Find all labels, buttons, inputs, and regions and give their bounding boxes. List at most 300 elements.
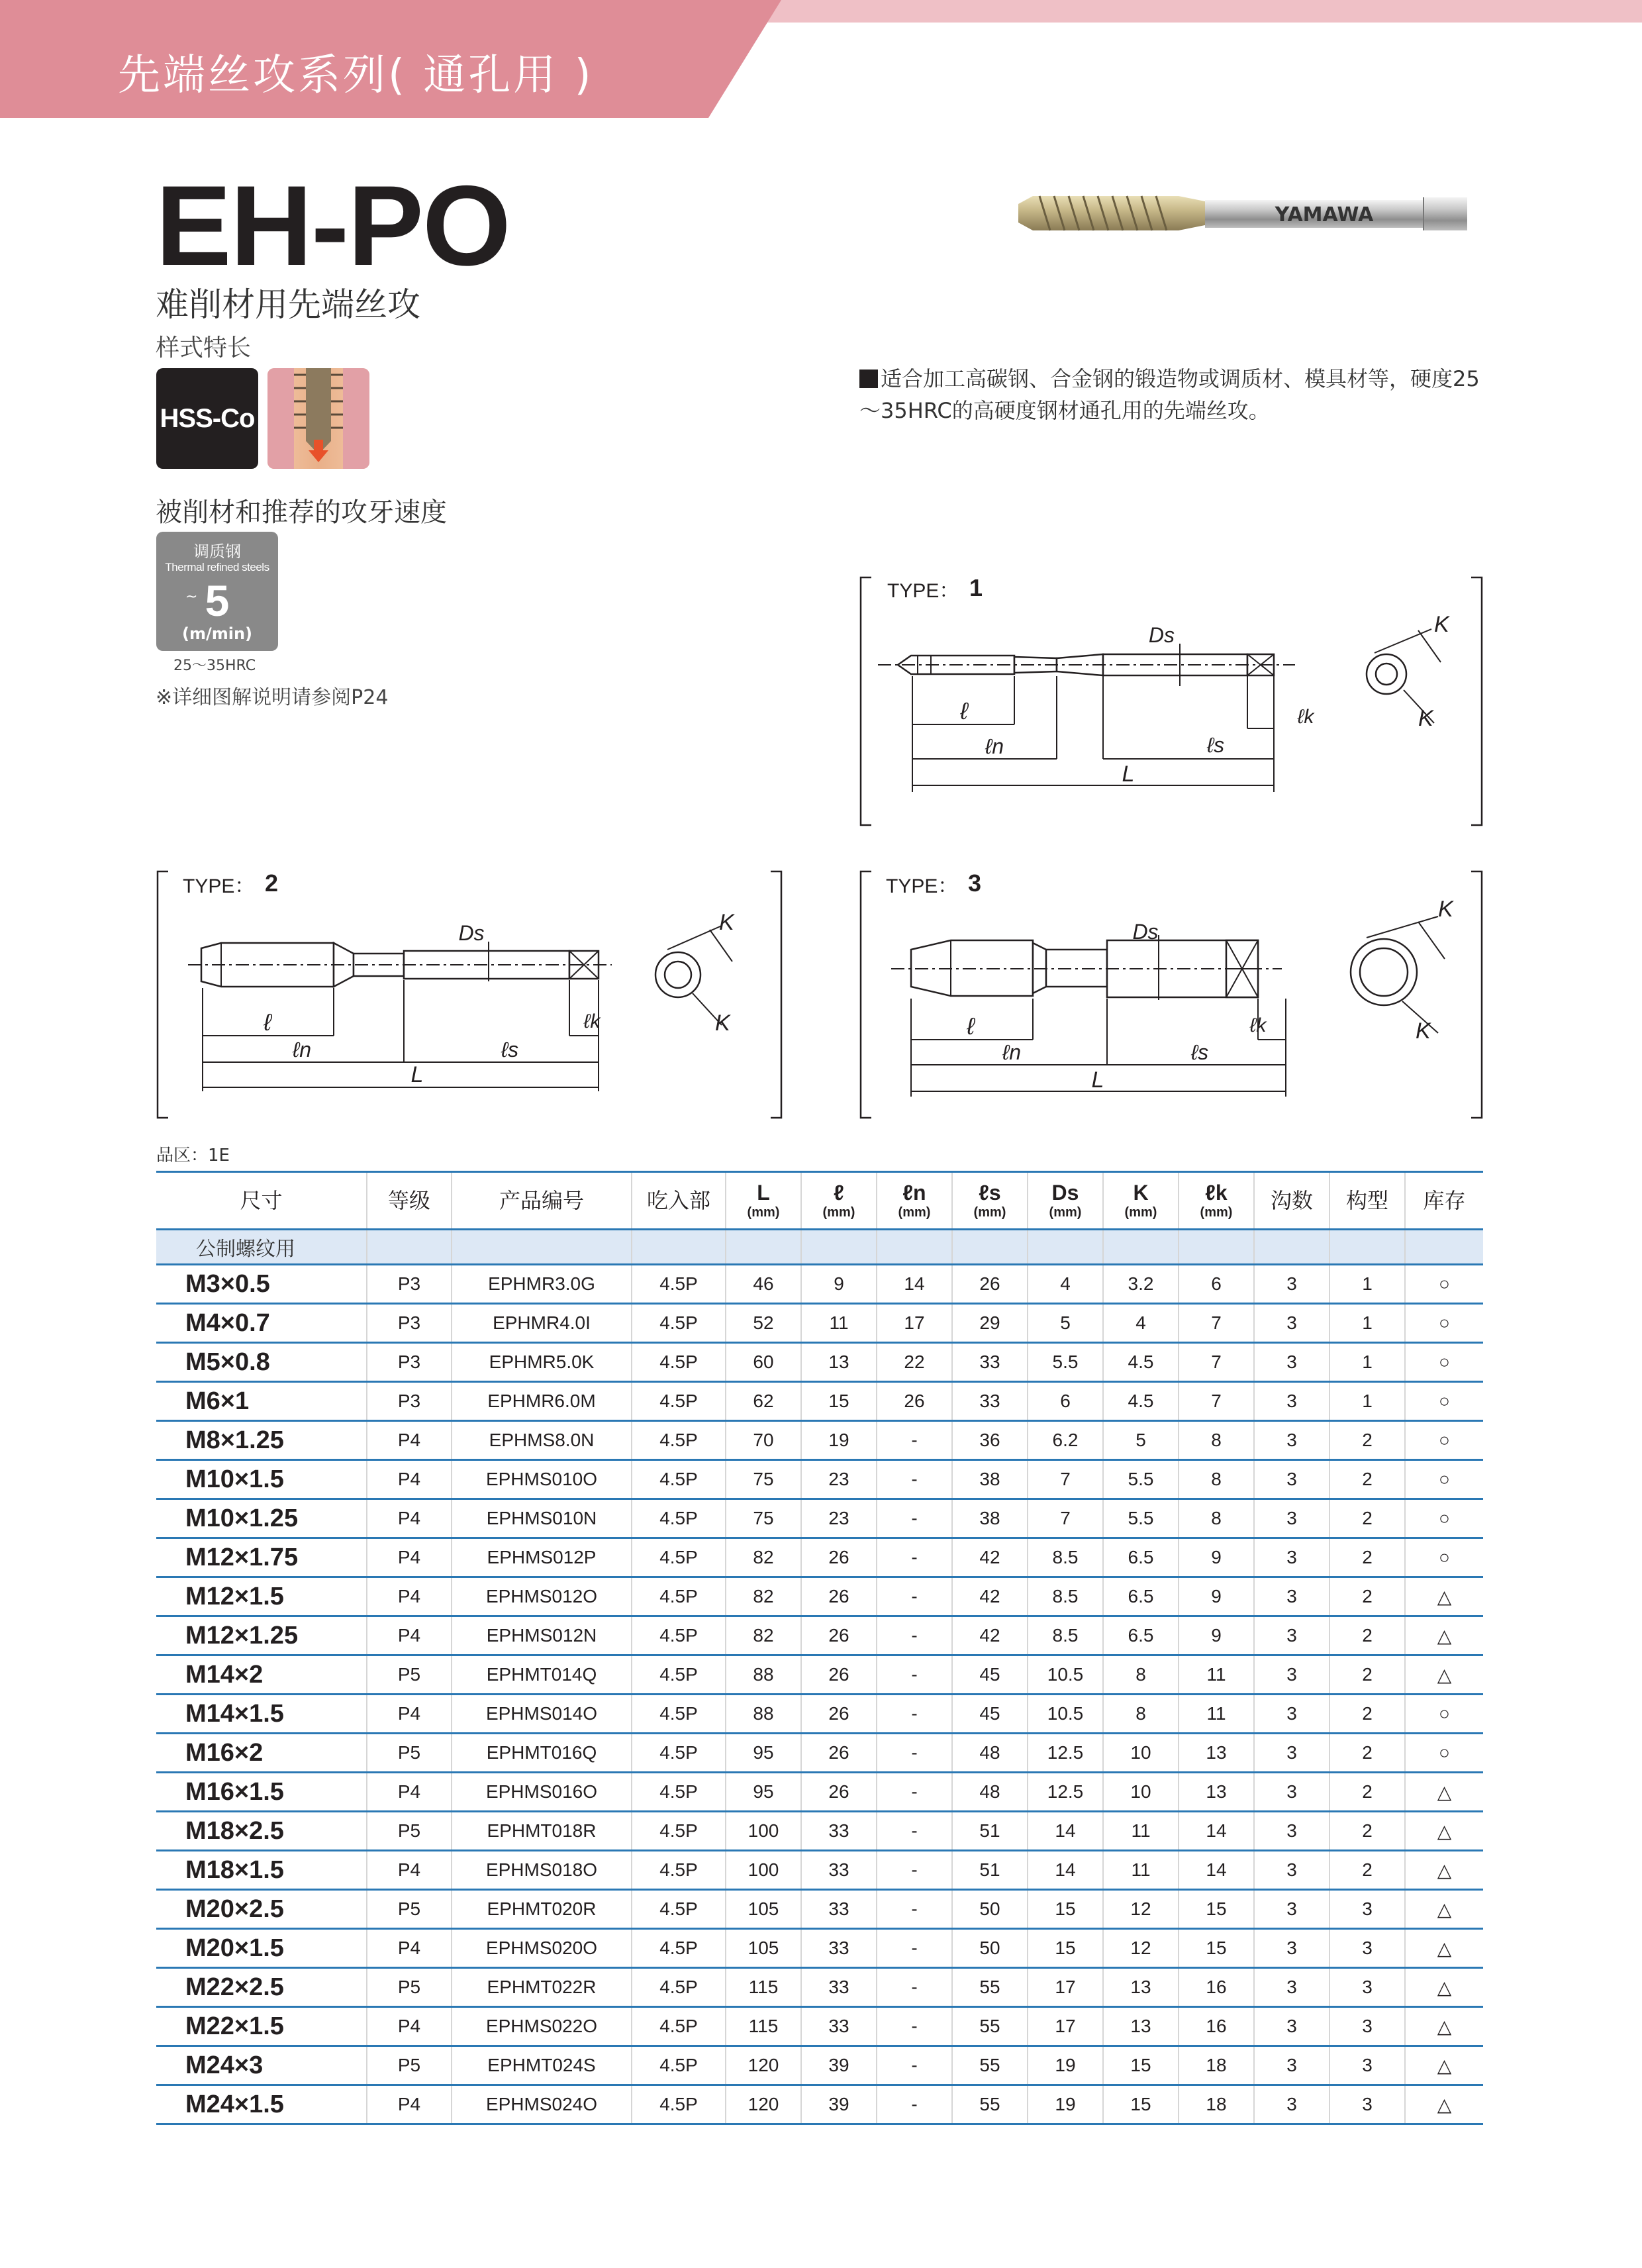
cell-grade: P5 (367, 1734, 452, 1773)
cell-ln: - (877, 1577, 952, 1616)
cell-l: 26 (801, 1577, 877, 1616)
cell-L: 115 (726, 2007, 801, 2046)
cell-ls: 38 (952, 1499, 1028, 1538)
cell-L: 70 (726, 1421, 801, 1460)
cell-code: EPHMS012P (452, 1538, 632, 1577)
cell-chamfer: 4.5P (632, 1343, 726, 1382)
cell-lk: 7 (1179, 1304, 1254, 1343)
cell-Ds: 15 (1028, 1890, 1103, 1929)
cell-type: 1 (1329, 1304, 1405, 1343)
cell-type: 2 (1329, 1460, 1405, 1499)
cell-ls: 33 (952, 1343, 1028, 1382)
cell-Ds: 10.5 (1028, 1695, 1103, 1734)
header-ln (877, 1172, 952, 1230)
cell-ln: - (877, 2085, 952, 2124)
type1-dim-Ds: Ds (1148, 623, 1175, 647)
cell-l: 19 (801, 1421, 877, 1460)
cell-code: EPHMS010N (452, 1499, 632, 1538)
cell-chamfer: 4.5P (632, 1265, 726, 1304)
cell-type: 3 (1329, 1890, 1405, 1929)
cell-l: 23 (801, 1499, 877, 1538)
cell-ln: - (877, 1616, 952, 1655)
speed-heading: 被削材和推荐的攻牙速度 (156, 497, 447, 528)
header-size: 尺寸 (156, 1172, 367, 1230)
series-title: 先端丝攻系列( 通孔用 ) (118, 51, 594, 100)
type2-number: 2 (265, 869, 279, 897)
cell-Ds: 12.5 (1028, 1773, 1103, 1812)
table-row (156, 1265, 1483, 1304)
table-row (156, 2046, 1483, 2085)
cell-chamfer: 4.5P (632, 2046, 726, 2085)
cell-L: 82 (726, 1616, 801, 1655)
cell-code: EPHMS014O (452, 1695, 632, 1734)
cell-lk: 11 (1179, 1655, 1254, 1695)
cell-l: 33 (801, 2007, 877, 2046)
type3-diagram (858, 869, 1487, 1120)
cell-L: 100 (726, 1812, 801, 1851)
cell-stock: ○ (1405, 1499, 1483, 1538)
cell-grade: P4 (367, 1421, 452, 1460)
cell-lk: 6 (1179, 1265, 1254, 1304)
header-stock: 库存 (1405, 1172, 1483, 1230)
cell-flutes: 3 (1254, 1616, 1329, 1655)
cell-flutes: 3 (1254, 1890, 1329, 1929)
cell-lk: 7 (1179, 1343, 1254, 1382)
section-cell (1405, 1230, 1483, 1265)
cell-K: 10 (1103, 1734, 1179, 1773)
cell-ls: 45 (952, 1695, 1028, 1734)
cell-stock: ○ (1405, 1460, 1483, 1499)
cell-stock: ○ (1405, 1538, 1483, 1577)
table-row (156, 1929, 1483, 1968)
cell-type: 2 (1329, 1734, 1405, 1773)
header-lk-label: ℓk (1205, 1181, 1228, 1205)
cell-size: M6×1 (156, 1382, 367, 1421)
cell-chamfer: 4.5P (632, 1695, 726, 1734)
cell-l: 33 (801, 1851, 877, 1890)
cell-flutes: 3 (1254, 2085, 1329, 2124)
cell-grade: P3 (367, 1265, 452, 1304)
section-cell (1254, 1230, 1329, 1265)
cell-type: 3 (1329, 2085, 1405, 2124)
type1-dim-ln: ℓn (985, 734, 1004, 758)
cell-lk: 15 (1179, 1890, 1254, 1929)
type2-dim-ls: ℓs (501, 1038, 519, 1061)
cell-grade: P3 (367, 1304, 452, 1343)
cell-code: EPHMS020O (452, 1929, 632, 1968)
cell-grade: P5 (367, 2046, 452, 2085)
cell-flutes: 3 (1254, 1655, 1329, 1695)
cell-flutes: 3 (1254, 1851, 1329, 1890)
cell-lk: 13 (1179, 1773, 1254, 1812)
section-cell (1329, 1230, 1405, 1265)
bullet-square-icon (859, 370, 878, 388)
cell-chamfer: 4.5P (632, 1929, 726, 1968)
cell-ln: - (877, 2007, 952, 2046)
type2-dim-l: ℓ (264, 1009, 271, 1036)
cell-type: 2 (1329, 1655, 1405, 1695)
cell-Ds: 17 (1028, 2007, 1103, 2046)
cell-ln: - (877, 1421, 952, 1460)
table-row (156, 1421, 1483, 1460)
header-L (726, 1172, 801, 1230)
header-Ds (1028, 1172, 1103, 1230)
speed-tilde: ~ (185, 589, 198, 605)
header-flutes: 沟数 (1254, 1172, 1329, 1230)
cell-lk: 11 (1179, 1695, 1254, 1734)
cell-L: 60 (726, 1343, 801, 1382)
cell-l: 13 (801, 1343, 877, 1382)
header-grade: 等级 (367, 1172, 452, 1230)
type3-dim-L: L (1091, 1067, 1104, 1093)
cell-Ds: 10.5 (1028, 1655, 1103, 1695)
type1-number: 1 (969, 574, 983, 601)
material-badge: HSS-Co (156, 368, 258, 469)
cell-flutes: 3 (1254, 1812, 1329, 1851)
cell-size: M16×2 (156, 1734, 367, 1773)
cell-K: 8 (1103, 1655, 1179, 1695)
cell-flutes: 3 (1254, 1421, 1329, 1460)
cell-Ds: 19 (1028, 2085, 1103, 2124)
cell-flutes: 3 (1254, 1773, 1329, 1812)
cell-size: M14×2 (156, 1655, 367, 1695)
type1-dim-l: ℓ (960, 697, 968, 724)
cell-L: 95 (726, 1773, 801, 1812)
cell-chamfer: 4.5P (632, 1538, 726, 1577)
cell-lk: 9 (1179, 1577, 1254, 1616)
cell-ls: 51 (952, 1812, 1028, 1851)
cell-size: M8×1.25 (156, 1421, 367, 1460)
cell-grade: P4 (367, 2007, 452, 2046)
type2-dim-K-top: K (719, 910, 734, 935)
header-type: 构型 (1329, 1172, 1405, 1230)
speed-material-en: Thermal refined steels (165, 561, 269, 573)
cell-chamfer: 4.5P (632, 1968, 726, 2007)
header-chamfer: 吃入部 (632, 1172, 726, 1230)
cell-K: 6.5 (1103, 1577, 1179, 1616)
cell-code: EPHMS8.0N (452, 1421, 632, 1460)
cell-l: 26 (801, 1616, 877, 1655)
cell-stock: ○ (1405, 1734, 1483, 1773)
cell-l: 26 (801, 1538, 877, 1577)
cell-ls: 50 (952, 1890, 1028, 1929)
type3-dim-lk: ℓk (1249, 1014, 1267, 1036)
cell-stock: ○ (1405, 1382, 1483, 1421)
cell-size: M10×1.5 (156, 1460, 367, 1499)
cell-L: 115 (726, 1968, 801, 2007)
cell-ln: 14 (877, 1265, 952, 1304)
cell-chamfer: 4.5P (632, 1773, 726, 1812)
cell-ln: - (877, 1851, 952, 1890)
cell-flutes: 3 (1254, 1499, 1329, 1538)
cell-type: 1 (1329, 1265, 1405, 1304)
cell-ls: 38 (952, 1460, 1028, 1499)
cell-Ds: 7 (1028, 1460, 1103, 1499)
cell-flutes: 3 (1254, 1538, 1329, 1577)
cell-ln: - (877, 1538, 952, 1577)
table-row (156, 1499, 1483, 1538)
cell-L: 120 (726, 2046, 801, 2085)
cell-L: 88 (726, 1655, 801, 1695)
product-title: EH-PO (156, 162, 510, 289)
cell-ls: 42 (952, 1616, 1028, 1655)
cell-l: 33 (801, 1812, 877, 1851)
cell-ln: 22 (877, 1343, 952, 1382)
cell-K: 6.5 (1103, 1538, 1179, 1577)
cell-code: EPHMT020R (452, 1890, 632, 1929)
cell-code: EPHMT016Q (452, 1734, 632, 1773)
cell-l: 11 (801, 1304, 877, 1343)
cell-l: 33 (801, 1890, 877, 1929)
cell-lk: 18 (1179, 2046, 1254, 2085)
cell-type: 2 (1329, 1421, 1405, 1460)
type3-dim-ls: ℓs (1190, 1040, 1209, 1064)
grade-area: 品区：1E (156, 1146, 230, 1165)
header-L-unit: (mm) (747, 1205, 780, 1220)
cell-code: EPHMT022R (452, 1968, 632, 2007)
cell-size: M12×1.25 (156, 1616, 367, 1655)
cell-K: 12 (1103, 1890, 1179, 1929)
cell-chamfer: 4.5P (632, 1734, 726, 1773)
cell-code: EPHMS012O (452, 1577, 632, 1616)
cell-l: 26 (801, 1695, 877, 1734)
table-row (156, 1890, 1483, 1929)
cell-chamfer: 4.5P (632, 1890, 726, 1929)
cell-L: 82 (726, 1577, 801, 1616)
table-row (156, 1304, 1483, 1343)
cell-Ds: 4 (1028, 1265, 1103, 1304)
cell-chamfer: 4.5P (632, 1577, 726, 1616)
section-cell (877, 1230, 952, 1265)
cell-grade: P5 (367, 1655, 452, 1695)
cell-ls: 55 (952, 2046, 1028, 2085)
speed-value: 5 (205, 576, 230, 625)
cell-grade: P5 (367, 1968, 452, 2007)
cell-Ds: 17 (1028, 1968, 1103, 2007)
photo-brand: YAMAWA (1275, 203, 1374, 226)
cell-K: 10 (1103, 1773, 1179, 1812)
cell-chamfer: 4.5P (632, 1304, 726, 1343)
cell-chamfer: 4.5P (632, 1421, 726, 1460)
cell-K: 4 (1103, 1304, 1179, 1343)
cell-ln: - (877, 1460, 952, 1499)
cell-stock: △ (1405, 1929, 1483, 1968)
cell-Ds: 6.2 (1028, 1421, 1103, 1460)
type3-label: TYPE： (886, 875, 958, 897)
cell-code: EPHMS022O (452, 2007, 632, 2046)
cell-stock: △ (1405, 1616, 1483, 1655)
cell-ls: 55 (952, 2007, 1028, 2046)
cell-size: M22×1.5 (156, 2007, 367, 2046)
table-row (156, 2007, 1483, 2046)
cell-Ds: 5 (1028, 1304, 1103, 1343)
cell-grade: P3 (367, 1343, 452, 1382)
type1-dim-K-bottom: K (1418, 706, 1433, 731)
cell-type: 3 (1329, 1929, 1405, 1968)
cell-Ds: 8.5 (1028, 1538, 1103, 1577)
header-l (801, 1172, 877, 1230)
table-row (156, 1577, 1483, 1616)
table-row (156, 1460, 1483, 1499)
cell-grade: P4 (367, 1460, 452, 1499)
cell-flutes: 3 (1254, 1577, 1329, 1616)
section-cell (452, 1230, 632, 1265)
table-row (156, 1773, 1483, 1812)
cell-K: 12 (1103, 1929, 1179, 1968)
cell-flutes: 3 (1254, 1968, 1329, 2007)
type1-dim-L: L (1122, 762, 1135, 787)
cell-flutes: 3 (1254, 1734, 1329, 1773)
cell-grade: P4 (367, 2085, 452, 2124)
cell-l: 39 (801, 2046, 877, 2085)
cell-ln: - (877, 1812, 952, 1851)
cell-Ds: 12.5 (1028, 1734, 1103, 1773)
cell-stock: △ (1405, 2085, 1483, 2124)
cell-ls: 42 (952, 1577, 1028, 1616)
cell-K: 15 (1103, 2046, 1179, 2085)
cell-code: EPHMT024S (452, 2046, 632, 2085)
cell-stock: ○ (1405, 1304, 1483, 1343)
cell-ls: 36 (952, 1421, 1028, 1460)
cell-flutes: 3 (1254, 2007, 1329, 2046)
cell-stock: △ (1405, 1890, 1483, 1929)
cell-ln: - (877, 1968, 952, 2007)
cell-L: 46 (726, 1265, 801, 1304)
cell-lk: 8 (1179, 1460, 1254, 1499)
cell-ls: 48 (952, 1734, 1028, 1773)
cell-type: 2 (1329, 1499, 1405, 1538)
cell-ls: 29 (952, 1304, 1028, 1343)
header-ln-unit: (mm) (898, 1205, 931, 1220)
cell-flutes: 3 (1254, 2046, 1329, 2085)
cell-Ds: 15 (1028, 1929, 1103, 1968)
cell-type: 2 (1329, 1577, 1405, 1616)
cell-ln: - (877, 2046, 952, 2085)
header-ls-label: ℓs (979, 1181, 1001, 1205)
cell-ln: - (877, 1499, 952, 1538)
cell-stock: △ (1405, 2046, 1483, 2085)
hardness-range: 25～35HRC (173, 658, 256, 674)
cell-type: 1 (1329, 1343, 1405, 1382)
type3-dim-K-top: K (1438, 897, 1453, 922)
cell-type: 2 (1329, 1538, 1405, 1577)
cell-code: EPHMS018O (452, 1851, 632, 1890)
cell-Ds: 19 (1028, 2046, 1103, 2085)
cell-ls: 50 (952, 1929, 1028, 1968)
cell-l: 33 (801, 1929, 877, 1968)
product-description (859, 363, 1495, 426)
cell-ls: 33 (952, 1382, 1028, 1421)
header-ln-label: ℓn (902, 1181, 926, 1205)
cell-ln: - (877, 1773, 952, 1812)
table-row (156, 1851, 1483, 1890)
cell-flutes: 3 (1254, 1929, 1329, 1968)
cell-K: 5.5 (1103, 1499, 1179, 1538)
cell-stock: ○ (1405, 1343, 1483, 1382)
type1-dim-ls: ℓs (1206, 733, 1225, 757)
cell-code: EPHMS012N (452, 1616, 632, 1655)
cell-flutes: 3 (1254, 1265, 1329, 1304)
cell-size: M18×1.5 (156, 1851, 367, 1890)
cell-K: 13 (1103, 2007, 1179, 2046)
table-row (156, 2085, 1483, 2124)
cell-lk: 13 (1179, 1734, 1254, 1773)
cell-size: M20×1.5 (156, 1929, 367, 1968)
cell-flutes: 3 (1254, 1460, 1329, 1499)
cell-flutes: 3 (1254, 1304, 1329, 1343)
cell-grade: P3 (367, 1382, 452, 1421)
cell-L: 82 (726, 1538, 801, 1577)
cell-l: 23 (801, 1460, 877, 1499)
cell-code: EPHMT014Q (452, 1655, 632, 1695)
cell-code: EPHMS024O (452, 2085, 632, 2124)
section-label: 公制螺纹用 (156, 1230, 367, 1265)
type2-dim-L: L (410, 1062, 424, 1087)
tap-product-photo (1013, 187, 1470, 240)
cell-code: EPHMR6.0M (452, 1382, 632, 1421)
cell-ln: 26 (877, 1382, 952, 1421)
cell-grade: P5 (367, 1812, 452, 1851)
cell-type: 2 (1329, 1851, 1405, 1890)
cell-Ds: 6 (1028, 1382, 1103, 1421)
cell-chamfer: 4.5P (632, 2007, 726, 2046)
cell-ln: - (877, 1734, 952, 1773)
cell-stock: △ (1405, 1577, 1483, 1616)
cell-chamfer: 4.5P (632, 1851, 726, 1890)
cell-grade: P4 (367, 1695, 452, 1734)
type1-diagram (858, 573, 1487, 829)
header-L-label: L (757, 1181, 770, 1205)
cell-K: 4.5 (1103, 1343, 1179, 1382)
cell-flutes: 3 (1254, 1695, 1329, 1734)
cell-size: M4×0.7 (156, 1304, 367, 1343)
cell-type: 3 (1329, 2007, 1405, 2046)
cell-type: 2 (1329, 1773, 1405, 1812)
type2-dim-ln: ℓn (292, 1038, 312, 1061)
type1-label: TYPE： (887, 580, 959, 602)
cell-Ds: 8.5 (1028, 1577, 1103, 1616)
header-Ds-unit: (mm) (1049, 1205, 1082, 1220)
cell-type: 3 (1329, 1968, 1405, 2007)
cell-size: M22×2.5 (156, 1968, 367, 2007)
cell-l: 26 (801, 1773, 877, 1812)
cell-type: 2 (1329, 1812, 1405, 1851)
cell-K: 3.2 (1103, 1265, 1179, 1304)
cell-K: 4.5 (1103, 1382, 1179, 1421)
cell-lk: 9 (1179, 1538, 1254, 1577)
cell-ln: - (877, 1655, 952, 1695)
cell-K: 15 (1103, 2085, 1179, 2124)
header-ls-unit: (mm) (973, 1205, 1006, 1220)
cell-L: 100 (726, 1851, 801, 1890)
section-row (156, 1230, 1483, 1265)
header-K-label: K (1133, 1181, 1149, 1205)
cell-type: 3 (1329, 2046, 1405, 2085)
cell-lk: 18 (1179, 2085, 1254, 2124)
cell-L: 120 (726, 2085, 801, 2124)
cell-lk: 15 (1179, 1929, 1254, 1968)
cell-L: 52 (726, 1304, 801, 1343)
cell-ls: 55 (952, 1968, 1028, 2007)
cell-chamfer: 4.5P (632, 2085, 726, 2124)
cell-Ds: 5.5 (1028, 1343, 1103, 1382)
header-l-label: ℓ (834, 1181, 844, 1205)
type1-dim-K-top: K (1434, 612, 1449, 637)
section-cell (801, 1230, 877, 1265)
section-cell (1028, 1230, 1103, 1265)
cell-grade: P4 (367, 1616, 452, 1655)
cell-l: 9 (801, 1265, 877, 1304)
